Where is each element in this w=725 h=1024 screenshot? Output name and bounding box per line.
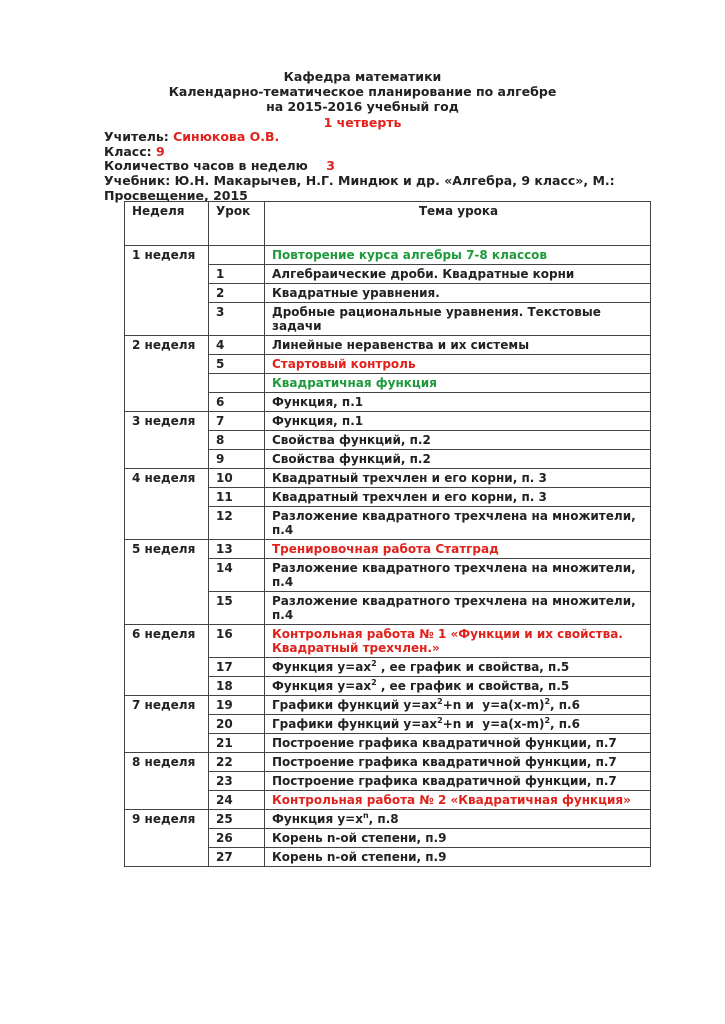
topic-cell: Стартовый контроль	[265, 355, 651, 374]
lesson-number-cell: 6	[209, 393, 265, 412]
lesson-number-cell: 23	[209, 772, 265, 791]
lesson-number-cell: 4	[209, 336, 265, 355]
topic-cell: Свойства функций, п.2	[265, 450, 651, 469]
lesson-number-cell: 14	[209, 559, 265, 592]
hours-line	[104, 158, 624, 173]
header-topic: Тема урока	[265, 202, 651, 246]
lesson-number-cell: 18	[209, 677, 265, 696]
topic-cell: Корень n-ой степени, п.9	[265, 848, 651, 867]
topic-cell: Корень n-ой степени, п.9	[265, 829, 651, 848]
week-cell: 9 неделя	[125, 810, 209, 867]
week-cell: 5 неделя	[125, 540, 209, 625]
table-header-row	[125, 202, 651, 246]
topic-cell: Квадратичная функция	[265, 374, 651, 393]
week-cell: 2 неделя	[125, 336, 209, 412]
topic-cell: Функция $y=ax^2$ , ее график и свойства, п.5	[265, 677, 651, 696]
week-cell: 1 неделя	[125, 246, 209, 336]
lesson-number-cell: 19	[209, 696, 265, 715]
lesson-number-cell: 5	[209, 355, 265, 374]
week-cell: 8 неделя	[125, 753, 209, 810]
lesson-number-cell: 16	[209, 625, 265, 658]
textbook-line-1: Учебник: Ю.Н. Макарычев, Н.Г. Миндюк и др. «Алгебра, 9 класс», М.:	[104, 173, 615, 188]
topic-cell: Свойства функций, п.2	[265, 431, 651, 450]
table-row	[125, 540, 651, 559]
lesson-number-cell: 11	[209, 488, 265, 507]
topic-cell: Построение графика квадратичной функции, п.7	[265, 734, 651, 753]
lesson-number-cell: 21	[209, 734, 265, 753]
teacher-line	[104, 129, 624, 144]
topic-cell: Графики функций $y=ax^2+n$ и $y=a(x-m)^2$, п.6	[265, 715, 651, 734]
header-week: Неделя	[125, 202, 209, 246]
topic-cell: Функция $y=x^n$, п.8	[265, 810, 651, 829]
week-cell: 6 неделя	[125, 625, 209, 696]
topic-cell: Квадратные уравнения.	[265, 284, 651, 303]
topic-cell: Алгебраические дроби. Квадратные корни	[265, 265, 651, 284]
lesson-number-cell: 10	[209, 469, 265, 488]
school-year: на 2015-2016 учебный год	[266, 99, 459, 114]
topic-cell: Контрольная работа № 2 «Квадратичная функция»	[265, 791, 651, 810]
class-line	[104, 144, 624, 159]
topic-cell: Контрольная работа № 1 «Функции и их свойства. Квадратный трехчлен.»	[265, 625, 651, 658]
lesson-number-cell: 13	[209, 540, 265, 559]
textbook-line-2: Просвещение, 2015	[104, 188, 248, 203]
topic-cell: Разложение квадратного трехчлена на множители, п.4	[265, 592, 651, 625]
table-row	[125, 469, 651, 488]
week-cell: 3 неделя	[125, 412, 209, 469]
document-title: Календарно-тематическое планирование по алгебре	[168, 84, 557, 99]
lesson-number-cell: 2	[209, 284, 265, 303]
lesson-number-cell: 7	[209, 412, 265, 431]
table-row	[125, 753, 651, 772]
lesson-number-cell	[209, 374, 265, 393]
lesson-number-cell: 24	[209, 791, 265, 810]
lesson-number-cell	[209, 246, 265, 265]
teacher-label: Учитель:	[104, 129, 169, 144]
lesson-number-cell: 25	[209, 810, 265, 829]
table-row	[125, 625, 651, 658]
topic-cell: Функция $y=ax^2$ , ее график и свойства, п.5	[265, 658, 651, 677]
topic-cell: Функция, п.1	[265, 393, 651, 412]
topic-cell: Квадратный трехчлен и его корни, п. 3	[265, 488, 651, 507]
topic-cell: Графики функций $y=ax^2+n$ и $y=a(x-m)^2$, п.6	[265, 696, 651, 715]
topic-cell: Построение графика квадратичной функции, п.7	[265, 753, 651, 772]
class-value: 9	[156, 144, 165, 159]
lesson-number-cell: 15	[209, 592, 265, 625]
hours-value: 3	[326, 158, 335, 173]
table-row	[125, 336, 651, 355]
week-cell: 7 неделя	[125, 696, 209, 753]
lesson-number-cell: 8	[209, 431, 265, 450]
topic-cell: Линейные неравенства и их системы	[265, 336, 651, 355]
table-row	[125, 412, 651, 431]
lesson-number-cell: 26	[209, 829, 265, 848]
table-row	[125, 696, 651, 715]
schedule-table	[124, 201, 651, 867]
topic-cell: Разложение квадратного трехчлена на множители, п.4	[265, 559, 651, 592]
class-label: Класс:	[104, 144, 152, 159]
topic-cell: Тренировочная работа Статград	[265, 540, 651, 559]
header-lesson: Урок	[209, 202, 265, 246]
topic-cell: Дробные рациональные уравнения. Текстовые задачи	[265, 303, 651, 336]
lesson-number-cell: 27	[209, 848, 265, 867]
topic-cell: Повторение курса алгебры 7-8 классов	[265, 246, 651, 265]
topic-cell: Функция, п.1	[265, 412, 651, 431]
quarter-label: 1 четверть	[323, 115, 402, 130]
lesson-number-cell: 20	[209, 715, 265, 734]
lesson-number-cell: 9	[209, 450, 265, 469]
lesson-number-cell: 1	[209, 265, 265, 284]
topic-cell: Построение графика квадратичной функции, п.7	[265, 772, 651, 791]
department-title: Кафедра математики	[283, 69, 442, 84]
hours-label: Количество часов в неделю	[104, 158, 308, 173]
lesson-number-cell: 3	[209, 303, 265, 336]
table-row	[125, 246, 651, 265]
topic-cell: Разложение квадратного трехчлена на множители, п.4	[265, 507, 651, 540]
lesson-number-cell: 12	[209, 507, 265, 540]
teacher-value: Синюкова О.В.	[173, 129, 280, 144]
table-row	[125, 810, 651, 829]
lesson-number-cell: 22	[209, 753, 265, 772]
lesson-number-cell: 17	[209, 658, 265, 677]
topic-cell: Квадратный трехчлен и его корни, п. 3	[265, 469, 651, 488]
week-cell: 4 неделя	[125, 469, 209, 540]
